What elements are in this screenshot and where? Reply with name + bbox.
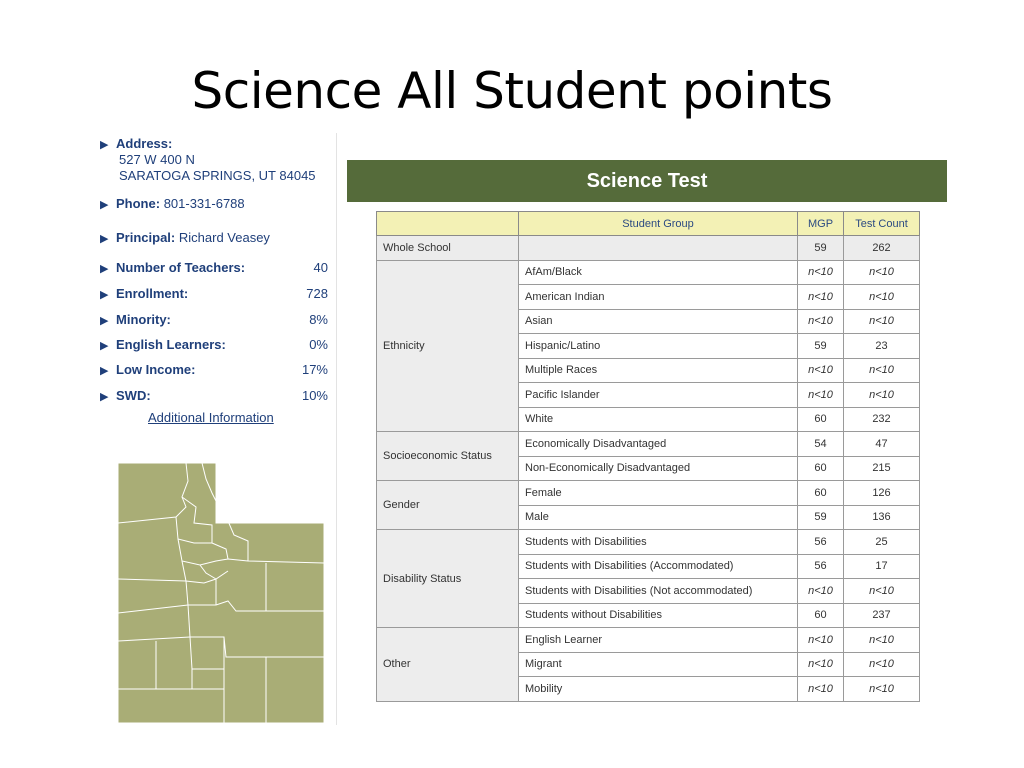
group-label-gender: Gender [377,481,519,530]
teachers-row [100,260,332,277]
group-label-socioeconomic: Socioeconomic Status [377,432,519,481]
triangle-right-icon: ▶ [100,315,109,327]
subgroup-name: Students with Disabilities [519,530,798,555]
minority-label: Minority: [116,312,171,327]
test-count-value: 126 [844,481,920,506]
test-count-value: 237 [844,603,920,628]
mgp-value: n<10 [798,652,844,677]
triangle-right-icon: ▶ [100,391,109,403]
subgroup-name: Hispanic/Latino [519,334,798,359]
triangle-right-icon: ▶ [100,139,109,151]
test-count-value: n<10 [844,260,920,285]
minority-row [100,312,332,329]
subgroup-name: Mobility [519,677,798,702]
test-count-value: n<10 [844,383,920,408]
column-header-test-count: Test Count [844,212,920,236]
subgroup-name: AfAm/Black [519,260,798,285]
test-count-value: 23 [844,334,920,359]
triangle-right-icon: ▶ [100,199,109,211]
additional-information-link[interactable]: Additional Information [148,410,274,425]
row-label: Whole School [377,236,519,261]
english-learners-row [100,337,332,354]
address-row [100,136,332,153]
principal-label: Principal: [116,230,176,245]
mgp-value: 56 [798,530,844,555]
subgroup-name: Economically Disadvantaged [519,432,798,457]
test-count-value: 17 [844,554,920,579]
mgp-value: n<10 [798,358,844,383]
table-row [377,628,920,653]
group-label-disability-status: Disability Status [377,530,519,628]
english-learners-label: English Learners: [116,337,226,352]
group-label-other: Other [377,628,519,702]
test-count-value: 47 [844,432,920,457]
subgroup-name: Students without Disabilities [519,603,798,628]
low-income-label: Low Income: [116,362,196,377]
test-count-value: n<10 [844,309,920,334]
mgp-value: 54 [798,432,844,457]
group-label-ethnicity: Ethnicity [377,260,519,432]
test-count-value: 232 [844,407,920,432]
table-header-row [377,212,920,236]
test-count-value: n<10 [844,358,920,383]
test-count-value: n<10 [844,579,920,604]
triangle-right-icon: ▶ [100,233,109,245]
column-header-group [377,212,519,236]
subgroup-name: Multiple Races [519,358,798,383]
mgp-value: n<10 [798,309,844,334]
address-label: Address: [116,136,173,151]
table-row [377,530,920,555]
mgp-value: 59 [798,505,844,530]
subgroup-name: Migrant [519,652,798,677]
triangle-right-icon: ▶ [100,340,109,352]
swd-value: 10% [301,388,328,403]
row-subgroup [519,236,798,261]
test-count-value: n<10 [844,652,920,677]
mgp-value: 56 [798,554,844,579]
test-count-value: 215 [844,456,920,481]
test-count-value: n<10 [844,285,920,310]
low-income-row [100,362,332,379]
mgp-value: 60 [798,456,844,481]
triangle-right-icon: ▶ [100,365,109,377]
enrollment-row [100,286,332,303]
subgroup-name: Students with Disabilities (Not accommodated) [519,579,798,604]
triangle-right-icon: ▶ [100,263,109,275]
mgp-value: n<10 [798,285,844,310]
swd-label: SWD: [116,388,151,403]
subgroup-name: Non-Economically Disadvantaged [519,456,798,481]
mgp-value: n<10 [798,383,844,408]
minority-value: 8% [309,312,328,327]
address-line-2: SARATOGA SPRINGS, UT 84045 [119,168,316,183]
table-row [377,260,920,285]
swd-row [100,388,332,405]
column-header-student-group: Student Group [519,212,798,236]
subgroup-name: Asian [519,309,798,334]
school-info-panel [100,133,337,725]
low-income-value: 17% [301,362,328,377]
row-count: 262 [844,236,920,261]
subgroup-name: Male [519,505,798,530]
column-header-mgp: MGP [798,212,844,236]
row-mgp: 59 [798,236,844,261]
english-learners-value: 0% [309,337,328,352]
test-count-value: n<10 [844,677,920,702]
utah-state-shape [118,463,324,723]
mgp-value: 60 [798,481,844,506]
table-row [377,481,920,506]
subgroup-name: White [519,407,798,432]
enrollment-label: Enrollment: [116,286,189,301]
enrollment-value: 728 [306,286,328,301]
subgroup-name: English Learner [519,628,798,653]
phone-value: 801-331-6788 [163,196,245,211]
table-row-whole-school [377,236,920,261]
subgroup-name: Pacific Islander [519,383,798,408]
mgp-value: 60 [798,603,844,628]
slide-title: Science All Student points [191,62,833,120]
mgp-value: n<10 [798,677,844,702]
science-test-table [376,211,920,702]
test-count-value: n<10 [844,628,920,653]
mgp-value: 60 [798,407,844,432]
mgp-value: 59 [798,334,844,359]
mgp-value: n<10 [798,260,844,285]
subgroup-name: Female [519,481,798,506]
principal-value: Richard Veasey [178,230,270,245]
test-count-value: 136 [844,505,920,530]
subgroup-name: American Indian [519,285,798,310]
table-row [377,432,920,457]
teachers-label: Number of Teachers: [116,260,246,275]
science-test-header: Science Test [347,160,947,202]
teachers-value: 40 [313,260,328,275]
address-line-1: 527 W 400 N [119,152,195,167]
utah-map[interactable] [116,461,324,723]
test-count-value: 25 [844,530,920,555]
mgp-value: n<10 [798,628,844,653]
principal-row [100,230,332,247]
subgroup-name: Students with Disabilities (Accommodated) [519,554,798,579]
triangle-right-icon: ▶ [100,289,109,301]
mgp-value: n<10 [798,579,844,604]
phone-label: Phone: [116,196,161,211]
phone-row [100,196,332,213]
